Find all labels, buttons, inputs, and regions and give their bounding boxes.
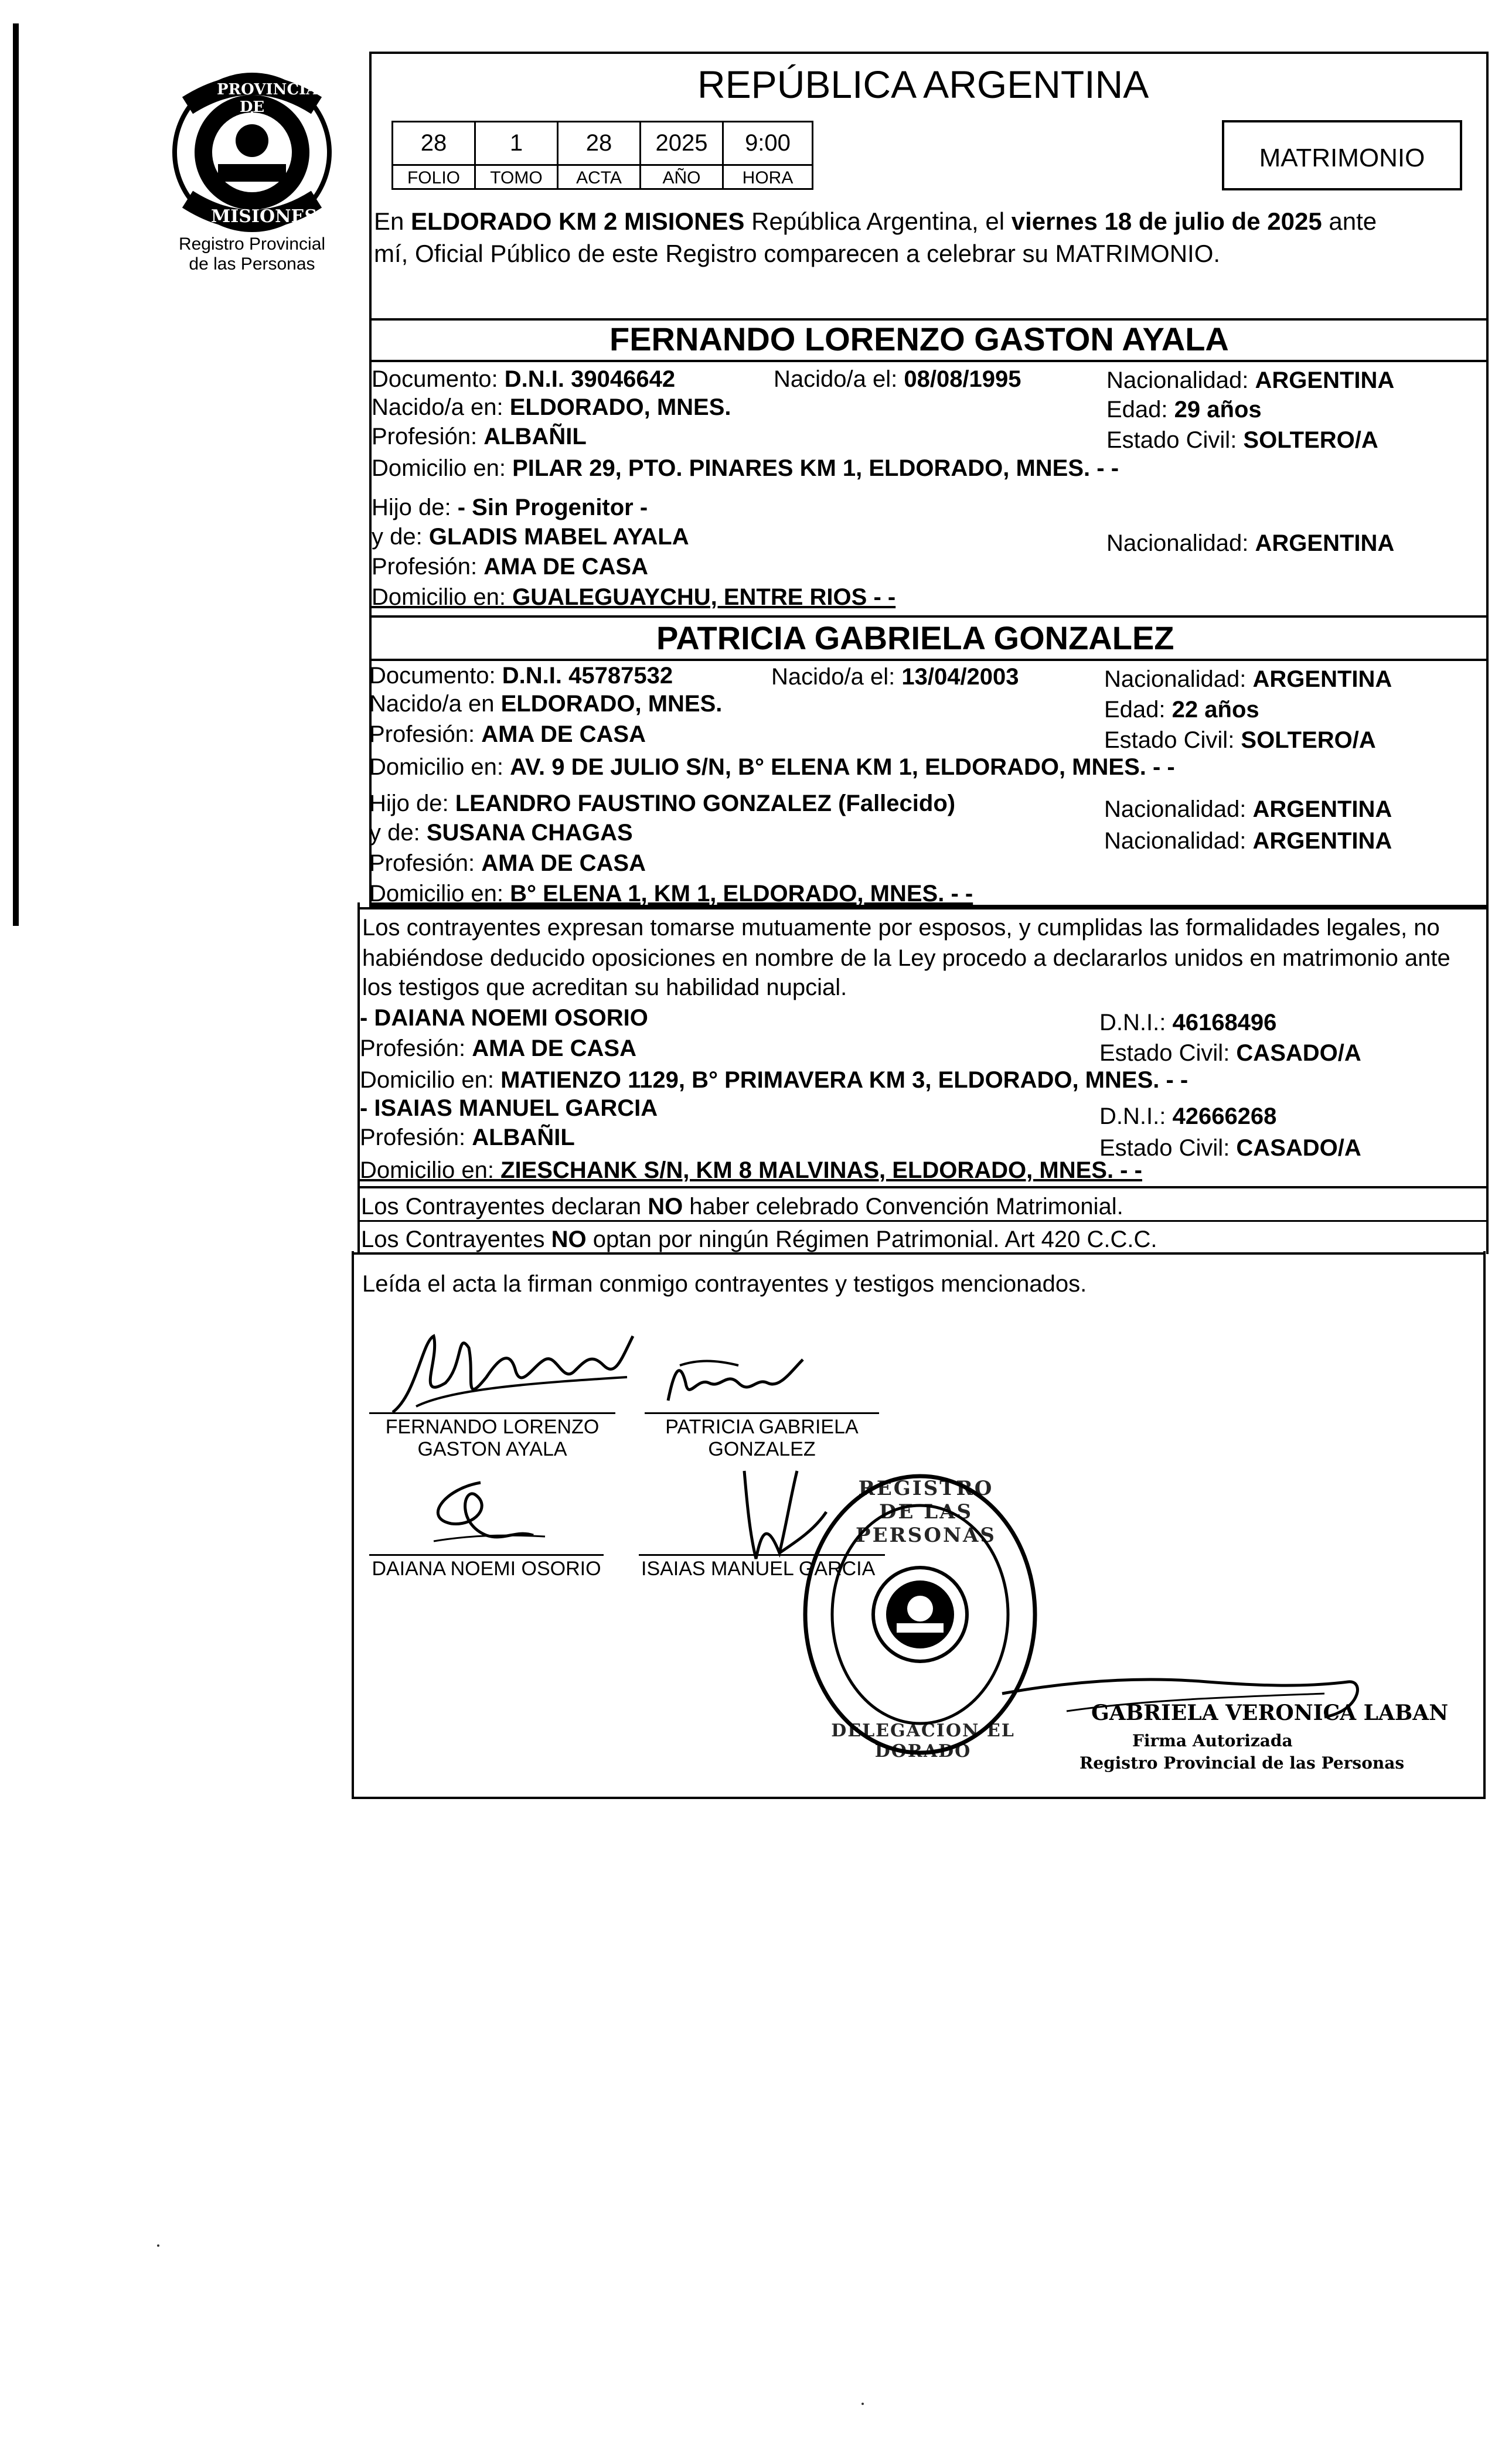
anio-label: AÑO (662, 168, 701, 188)
rule-spouse1-name (369, 360, 1489, 362)
act-type: MATRIMONIO (1259, 144, 1425, 172)
stamp-top-text: REGISTRO DE LAS PERSONAS (856, 1477, 996, 1547)
hora-label: HORA (742, 168, 794, 188)
folio-label: FOLIO (407, 168, 460, 188)
intro-date: viernes 18 de julio de 2025 (1011, 207, 1322, 235)
spouse1-parent2-nationality: Nacionalidad: ARGENTINA (1106, 530, 1395, 556)
hora-value: 9:00 (745, 130, 791, 156)
spouse1-civil-status: Estado Civil: SOLTERO/A (1106, 427, 1378, 453)
stamp-bottom-text: DELEGACION EL DORADO (831, 1721, 1015, 1762)
margin-bar (13, 23, 19, 926)
page-title: REPÚBLICA ARGENTINA (697, 63, 1149, 106)
spouse1-parent1: Hijo de: - Sin Progenitor - (372, 495, 648, 520)
spouse2-name: PATRICIA GABRIELA GONZALEZ (656, 619, 1174, 656)
scan-speck (157, 2244, 159, 2247)
registry-label-line1: Registro Provincial (178, 234, 326, 254)
official-name: GABRIELA VERONICA LABAN (1091, 1701, 1449, 1725)
tomo-label: TOMO (490, 168, 543, 188)
rule-regime (357, 1220, 1489, 1222)
regime-line-1: Los Contrayentes declaran NO haber celebrado Convención Matrimonial. (361, 1194, 1123, 1219)
act-type-box (1222, 120, 1462, 190)
spouse1-parent-address: Domicilio en: GUALEGUAYCHU, ENTRE RIOS - - (372, 584, 896, 610)
spouse2-born-in: Nacido/a en ELDORADO, MNES. (369, 691, 723, 717)
spouse2-parent-profession: Profesión: AMA DE CASA (369, 850, 646, 876)
witness1-civil-status: Estado Civil: CASADO/A (1099, 1040, 1361, 1066)
signature-patricia (656, 1348, 820, 1412)
cell-hora (722, 121, 813, 190)
spouse2-address: Domicilio en: AV. 9 DE JULIO S/N, B° ELENA KM 1, ELDORADO, MNES. - - (369, 754, 1175, 780)
right-rule-mid (1486, 902, 1489, 1254)
spouse1-age: Edad: 29 años (1106, 397, 1262, 423)
witness2-address: Domicilio en: ZIESCHANK S/N, KM 8 MALVINAS, ELDORADO, MNES. - - (360, 1157, 1142, 1183)
seal-bottom-text: MISIONES (211, 206, 318, 227)
spouse2-doc: Documento: D.N.I. 45787532 (369, 663, 673, 689)
declaration-line-3: los testigos que acreditan su habilidad nupcial. (362, 975, 847, 1000)
signature-fernando (381, 1324, 639, 1424)
record-table (391, 121, 813, 190)
witness1-name: - DAIANA NOEMI OSORIO (360, 1005, 648, 1031)
cell-acta (557, 121, 641, 190)
witness2-name: - ISAIAS MANUEL GARCIA (360, 1095, 658, 1121)
spouse1-name: FERNANDO LORENZO GASTON AYALA (609, 321, 1229, 357)
intro-p2: República Argentina, el (744, 207, 1012, 235)
official-role: Firma Autorizada (1132, 1731, 1293, 1750)
record-divider (391, 164, 813, 166)
intro-line-1 (374, 208, 1377, 235)
closing-statement: Leída el acta la firman conmigo contrayentes y testigos mencionados. (362, 1271, 1087, 1297)
spouse2-parent-address: Domicilio en: B° ELENA 1, KM 1, ELDORADO, MNES. - - (369, 881, 973, 907)
intro-p3: ante (1322, 207, 1377, 235)
witness2-profession: Profesión: ALBAÑIL (360, 1125, 575, 1150)
witness1-profession: Profesión: AMA DE CASA (360, 1035, 636, 1061)
seal-top-text: PROVINCIA DE (217, 81, 318, 116)
anio-value: 2025 (655, 130, 708, 156)
signature-daiana (399, 1471, 551, 1553)
declaration-line-2: habiéndose deducido oposiciones en nombre de la Ley procedo a declararlos unidos en matrimonio ante (362, 945, 1450, 971)
intro-place: ELDORADO KM 2 MISIONES (411, 207, 745, 235)
folio-value: 28 (420, 130, 447, 156)
intro-line-2: mí, Oficial Público de este Registro comparecen a celebrar su MATRIMONIO. (374, 240, 1221, 267)
spouse2-parent1: Hijo de: LEANDRO FAUSTINO GONZALEZ (Fallecido) (369, 791, 956, 816)
spouse2-parent1-nationality: Nacionalidad: ARGENTINA (1104, 796, 1392, 822)
spouse2-born-on: Nacido/a el: 13/04/2003 (771, 664, 1019, 690)
rule-before-closing (352, 1252, 1486, 1255)
spouse1-address: Domicilio en: PILAR 29, PTO. PINARES KM 1, ELDORADO, MNES. - - (372, 455, 1119, 481)
spouse1-doc: Documento: D.N.I. 39046642 (372, 366, 676, 392)
signature-line-2 (645, 1412, 879, 1414)
registry-label-line2: de las Personas (189, 254, 315, 274)
spouse1-parent2: y de: GLADIS MABEL AYALA (372, 524, 689, 550)
registry-label (135, 234, 369, 274)
spouse2-civil-status: Estado Civil: SOLTERO/A (1104, 727, 1376, 753)
rule-before-declaration (357, 907, 1489, 909)
witness1-dni: D.N.I.: 46168496 (1099, 1010, 1277, 1035)
signature-line-3 (369, 1554, 604, 1556)
spouse2-age: Edad: 22 años (1104, 697, 1259, 723)
acta-label: ACTA (576, 168, 622, 188)
scan-speck (861, 2403, 864, 2405)
witness2-dni: D.N.I.: 42666268 (1099, 1103, 1277, 1129)
official-office: Registro Provincial de las Personas (1079, 1753, 1405, 1773)
rule-before-regime (357, 1186, 1489, 1188)
spouse2-profession: Profesión: AMA DE CASA (369, 721, 646, 747)
signature-label-2: PATRICIA GABRIELA GONZALEZ (665, 1416, 859, 1460)
spouse2-parent2: y de: SUSANA CHAGAS (369, 820, 633, 846)
witness1-address: Domicilio en: MATIENZO 1129, B° PRIMAVERA KM 3, ELDORADO, MNES. - - (360, 1067, 1189, 1093)
province-seal (170, 70, 334, 234)
acta-value: 28 (585, 130, 612, 156)
declaration-line-1: Los contrayentes expresan tomarse mutuamente por esposos, y cumplidas las formalidades legales, no (362, 915, 1440, 941)
spouse2-parent2-nationality: Nacionalidad: ARGENTINA (1104, 828, 1392, 854)
signature-label-1: FERNANDO LORENZO GASTON AYALA (385, 1416, 600, 1460)
spouse1-parent-profession: Profesión: AMA DE CASA (372, 554, 648, 580)
tomo-value: 1 (509, 130, 523, 156)
spouse1-profession: Profesión: ALBAÑIL (372, 424, 587, 449)
signature-label-4: ISAIAS MANUEL GARCIA (641, 1558, 876, 1580)
spouse2-nationality: Nacionalidad: ARGENTINA (1104, 666, 1392, 692)
rule-before-spouse2 (369, 615, 1489, 618)
cell-tomo (474, 121, 559, 190)
intro-p1: En (374, 207, 411, 235)
spouse1-born-in: Nacido/a en: ELDORADO, MNES. (372, 394, 731, 420)
spouse1-nationality: Nacionalidad: ARGENTINA (1106, 367, 1395, 393)
rule-spouse2-name (369, 659, 1489, 661)
cell-anio (639, 121, 724, 190)
regime-line-2: Los Contrayentes NO optan por ningún Régimen Patrimonial. Art 420 C.C.C. (361, 1227, 1157, 1252)
witness2-civil-status: Estado Civil: CASADO/A (1099, 1135, 1361, 1161)
spouse1-born-on: Nacido/a el: 08/08/1995 (774, 366, 1021, 392)
signature-label-3: DAIANA NOEMI OSORIO (372, 1558, 601, 1580)
signature-line-1 (369, 1412, 615, 1414)
cell-folio (391, 121, 476, 190)
